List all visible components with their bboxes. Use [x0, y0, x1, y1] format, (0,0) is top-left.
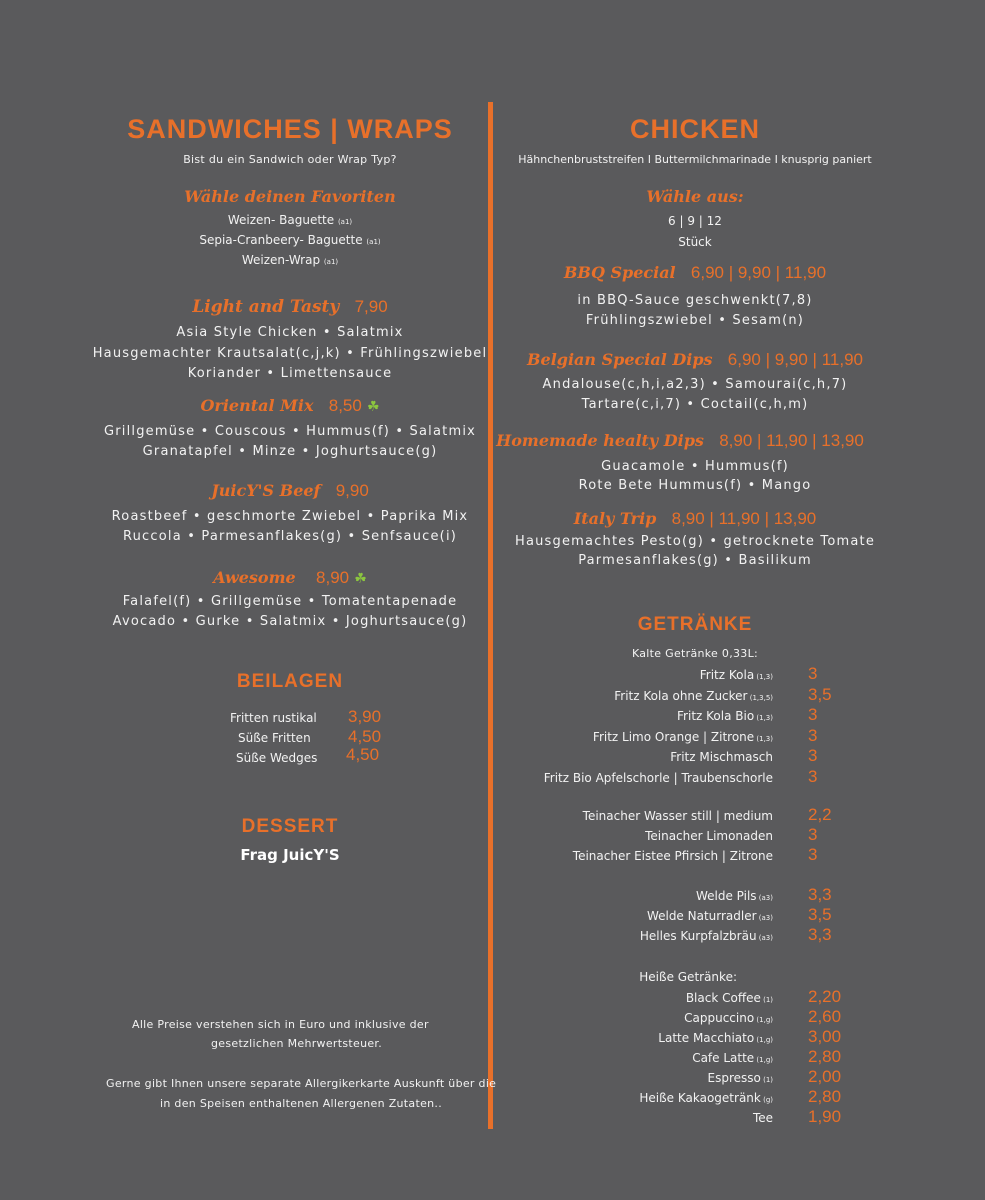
bread-option: Weizen- Baguette (a1): [227, 213, 353, 227]
drink-name: Latte Macchiato (1,g): [658, 1031, 773, 1045]
menu-item-desc: Roastbeef • geschmorte Zwiebel • Paprika Mix: [111, 509, 469, 524]
dessert-title: DESSERT: [241, 816, 339, 837]
side-name: Süße Wedges: [236, 751, 318, 765]
leaf-icon: ☘: [354, 571, 367, 587]
drink-price: 2,20: [808, 987, 842, 1006]
menu-item-desc: Koriander • Limettensauce: [187, 366, 393, 381]
drink-price: 2,00: [808, 1067, 842, 1086]
bread-option: Weizen-Wrap (a1): [241, 253, 339, 267]
drink-name: Teinacher Limonaden: [645, 829, 773, 843]
drink-name: Fritz Bio Apfelschorle | Traubenschorle: [543, 771, 773, 785]
menu-item-desc: Parmesanflakes(g) • Basilikum: [578, 553, 812, 568]
menu-item-desc: Falafel(f) • Grillgemüse • Tomatentapenade: [122, 594, 458, 609]
chicken-sizes: 6 | 9 | 12: [668, 214, 722, 228]
drink-name: Welde Pils (a3): [695, 889, 773, 903]
drink-price: 3,5: [808, 905, 832, 924]
chicken-unit: Stück: [678, 235, 712, 249]
hot-drinks-heading: Heiße Getränke:: [639, 970, 737, 984]
menu-item-desc: Ruccola • Parmesanflakes(g) • Senfsauce(i): [122, 529, 458, 544]
drink-price: 3: [808, 845, 818, 864]
drink-name: Fritz Kola Bio (1,3): [677, 709, 773, 723]
menu-item-desc: Grillgemüse • Couscous • Hummus(f) • Salatmix: [103, 424, 477, 439]
drink-price: 3,5: [808, 685, 832, 704]
menu-item-desc: Andalouse(c,h,i,a2,3) • Samourai(c,h,7): [542, 377, 848, 392]
chicken-subtitle: Hähnchenbruststreifen I Buttermilchmarinade I knusprig paniert: [518, 153, 872, 166]
menu-item-desc: Granatapfel • Minze • Joghurtsauce(g): [142, 444, 438, 459]
drink-name: Espresso (1): [707, 1071, 773, 1085]
side-price: 4,50: [346, 745, 380, 764]
drink-price: 3,3: [808, 925, 832, 944]
menu-item-heading: Homemade healty Dips 8,90 | 11,90 | 13,90: [496, 431, 864, 450]
drink-price: 3: [808, 705, 818, 724]
footnote-line: Alle Preise verstehen sich in Euro und inklusive der: [132, 1018, 429, 1031]
side-price: 3,90: [348, 707, 382, 726]
bread-option: Sepia-Cranbeery- Baguette (a1): [199, 233, 381, 247]
drink-name: Teinacher Eistee Pfirsich | Zitrone: [572, 849, 773, 863]
drink-name: Cappuccino (1,g): [684, 1011, 773, 1025]
drink-price: 3: [808, 746, 818, 765]
bread-choice-heading: Wähle deinen Favoriten: [184, 187, 396, 206]
menu-item-desc: Hausgemachter Krautsalat(c,j,k) • Frühlingszwiebel: [92, 346, 488, 361]
menu-item-heading: Light and Tasty 7,90: [192, 297, 388, 317]
menu-item-desc: Asia Style Chicken • Salatmix: [176, 325, 404, 340]
menu-item-desc: Guacamole • Hummus(f): [601, 459, 789, 474]
drink-price: 2,60: [808, 1007, 842, 1026]
menu-item-heading: Oriental Mix 8,50 ☘: [200, 396, 380, 415]
footnote-line: in den Speisen enthaltenen Allergenen Zutaten..: [160, 1097, 443, 1110]
drink-name: Helles Kurpfalzbräu (a3): [639, 929, 773, 943]
drink-price: 3: [808, 825, 818, 844]
menu-item-heading: JuicY'S Beef 9,90: [211, 481, 369, 500]
footnote-line: Gerne gibt Ihnen unsere separate Allergikerkarte Auskunft über die: [106, 1077, 497, 1090]
menu-item-heading: BBQ Special 6,90 | 9,90 | 11,90: [563, 263, 827, 282]
leaf-icon: ☘: [366, 399, 380, 415]
chicken-choice-heading: Wähle aus:: [646, 187, 744, 206]
menu-item-desc: in BBQ-Sauce geschwenkt(7,8): [577, 293, 813, 308]
menu-item-desc: Rote Bete Hummus(f) • Mango: [578, 478, 812, 493]
drink-name: Fritz Mischmasch: [670, 750, 773, 764]
drink-price: 3: [808, 767, 818, 786]
drink-name: Teinacher Wasser still | medium: [582, 809, 773, 823]
menu-item-heading: Italy Trip 8,90 | 11,90 | 13,90: [573, 509, 817, 528]
drink-price: 3,00: [808, 1027, 842, 1046]
chicken-title: CHICKEN: [629, 114, 760, 144]
drink-name: Tee: [752, 1111, 773, 1125]
sandwiches-subtitle: Bist du ein Sandwich oder Wrap Typ?: [183, 153, 397, 166]
drink-name: Black Coffee (1): [685, 991, 773, 1005]
sandwiches-title: SANDWICHES | WRAPS: [127, 114, 453, 144]
drink-price: 2,2: [808, 805, 832, 824]
drink-price: 2,80: [808, 1047, 842, 1066]
drink-price: 1,90: [808, 1107, 842, 1126]
drink-price: 3: [808, 664, 818, 683]
cold-drinks-heading: Kalte Getränke 0,33L:: [631, 647, 759, 660]
menu-item-heading: Belgian Special Dips 6,90 | 9,90 | 11,90: [527, 350, 863, 369]
menu-item-desc: Frühlingszwiebel • Sesam(n): [585, 313, 805, 328]
side-name: Fritten rustikal: [230, 711, 317, 725]
menu-item-desc: Avocado • Gurke • Salatmix • Joghurtsauce(g): [112, 614, 468, 629]
drink-name: Welde Naturradler (a3): [646, 909, 773, 923]
menu-item-desc: Hausgemachtes Pesto(g) • getrocknete Tomate: [514, 534, 876, 549]
drink-price: 3,3: [808, 885, 832, 904]
drink-price: 2,80: [808, 1087, 842, 1106]
drink-name: Heiße Kakaogetränk (g): [639, 1091, 773, 1105]
drink-name: Fritz Kola (1,3): [699, 668, 773, 682]
drink-name: Cafe Latte (1,g): [692, 1051, 773, 1065]
menu-item-heading: Awesome 8,90 ☘: [213, 568, 367, 587]
footnote-line: gesetzlichen Mehrwertsteuer.: [211, 1037, 383, 1050]
drink-price: 3: [808, 726, 818, 745]
menu-item-desc: Tartare(c,i,7) • Coctail(c,h,m): [581, 397, 809, 412]
side-price: 4,50: [348, 727, 382, 746]
drink-name: Fritz Limo Orange | Zitrone (1,3): [592, 730, 773, 744]
getraenke-title: GETRÄNKE: [637, 614, 753, 635]
beilagen-title: BEILAGEN: [236, 671, 344, 692]
side-name: Süße Fritten: [238, 731, 311, 745]
drink-name: Fritz Kola ohne Zucker (1,3,5): [614, 689, 773, 703]
dessert-text: Frag JuicY'S: [240, 846, 340, 864]
